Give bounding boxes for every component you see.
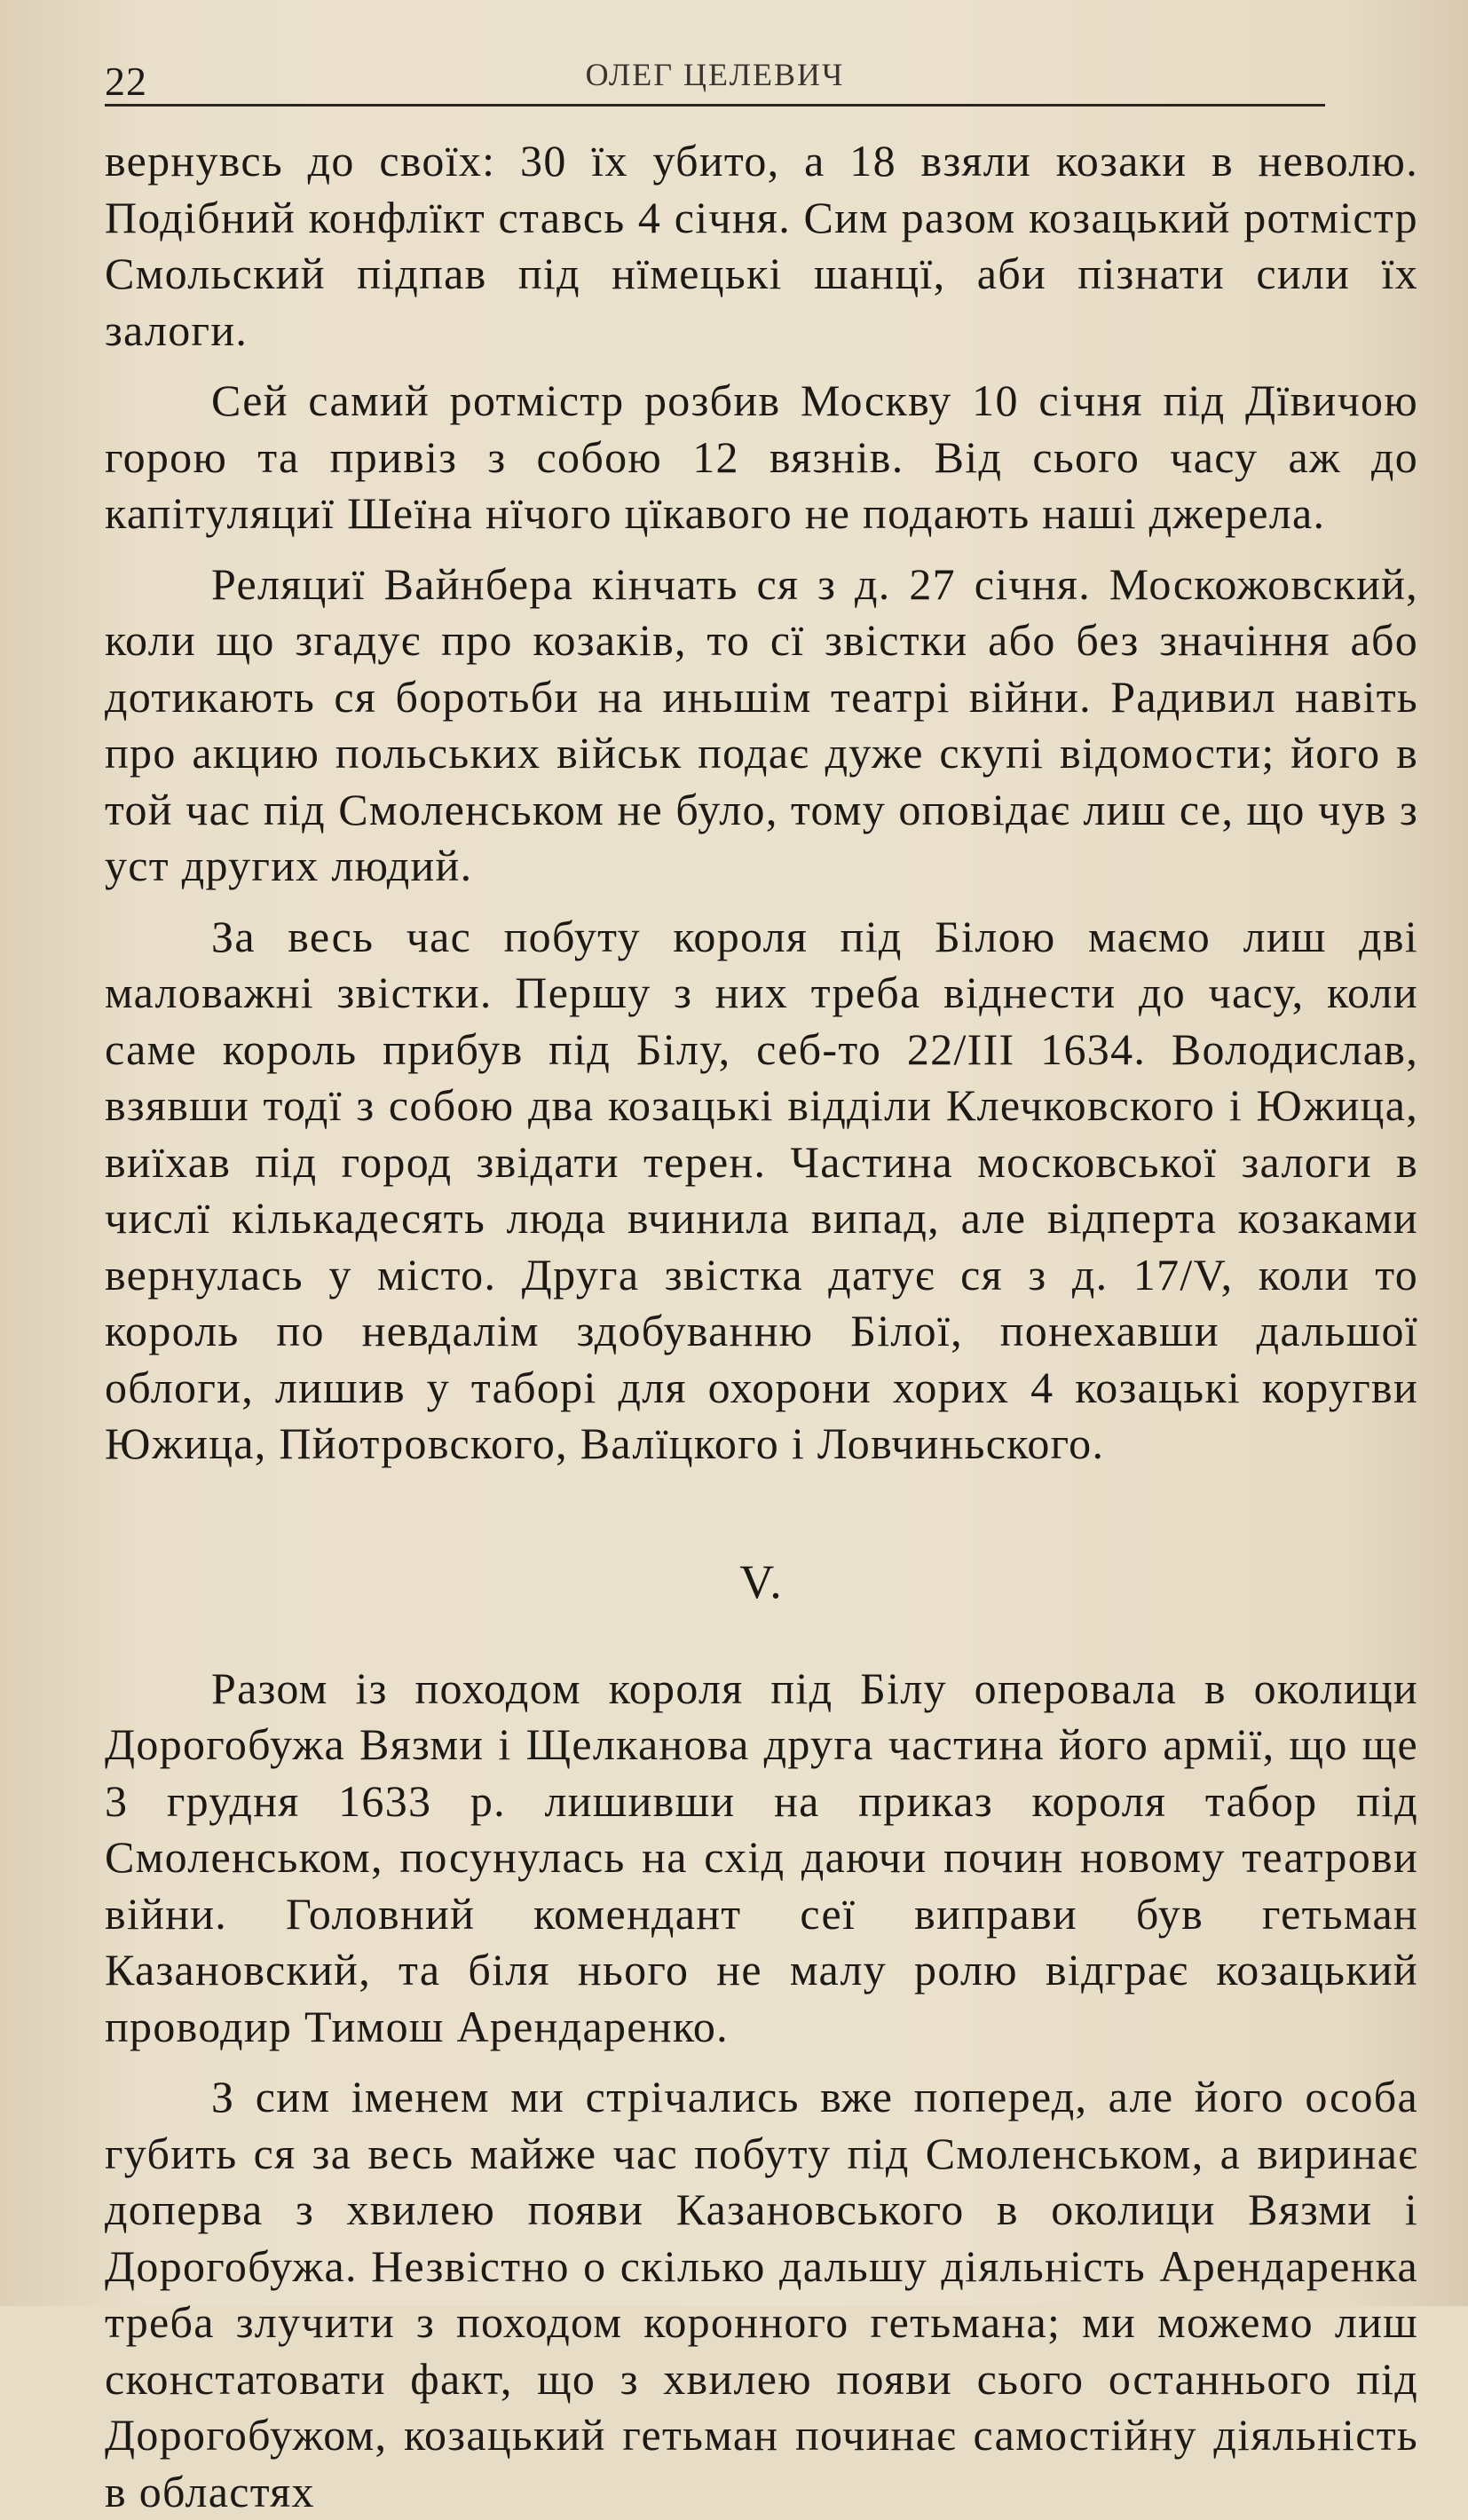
running-head: [105, 49, 1325, 107]
paragraph: Реляциї Вайнбера кінчать ся з д. 27 січня. Москожовский, коли що згадує про козаків, то сї звістки або без значіння або дотикають ся боротьби на иньшім театрі війни. Радивил навіть про акцию польських військ подає дуже скупі відомости; його в той час під Смоленськом не було, тому оповідає лиш се, що чув з уст других людий.: [105, 558, 1418, 890]
page-number: 22: [105, 59, 147, 104]
body-text: [105, 133, 1418, 2520]
paragraph: вернувсь до своїх: 30 їх убито, а 18 взяли козаки в неволю. Подібний конфлїкт ставсь 4 січня. Сим разом козацький ротмістр Смольский підпав під нїмецькі шанцї, аби пізнати сили їх залоги.: [105, 136, 1418, 355]
paragraph: Сей самий ротмістр розбив Москву 10 січня під Дївичою горою та привіз з собою 12 вязнів. Від сього часу аж до капітуляциї Шеїна нїчого цїкавого не подають наші джерела.: [105, 375, 1418, 538]
section-number: V.: [739, 1554, 784, 1608]
paragraph: З сим іменем ми стрічались вже поперед, але його особа губить ся за весь майже час побуту під Смоленськом, а виринає доперва з хвилею появи Казановського в околици Вязми і Дорогобужа. Незвістно о скілько дальшу діяльність Арендаренка треба злучити з походом коронного гетьмана; ми можемо лиш сконстатовати факт, що з хвилею появи сього останнього під Дорогобужом, козацький гетьман починає самостійну діяльність в областях: [105, 2072, 1418, 2516]
running-title: ОЛЕГ ЦЕЛЕВИЧ: [585, 57, 845, 92]
paragraph: Разом із походом короля під Білу оперовала в околици Дорогобужа Вязми і Щелканова друга частина його армії, що ще 3 грудня 1633 р. лишивши на приказ короля табор під Смоленськом, посунулась на схід даючи почин новому театрови війни. Головний комендант сеї виправи був гетьман Казановский, та біля нього не малу ролю відграє козацький проводир Тимош Арендаренко.: [105, 1663, 1418, 2051]
paragraph: За весь час побуту короля під Білою маємо лиш дві маловажні звістки. Першу з них треба віднести до часу, коли саме король прибув під Білу, себ-то 22/III 1634. Володислав, взявши тодї з собою два козацькі відділи Клечковского і Южица, виїхав під город звідати терен. Частина московської залоги в числї кількадесять люда вчинила випад, але відперта козаками вернулась у місто. Друга звістка датує ся з д. 17/V, коли то король по невдалім здобуванню Білої, понехавши дальшої облоги, лишив у таборі для охорони хорих 4 козацькі коругви Южица, Пйотровского, Валїцкого і Ловчиньского.: [105, 911, 1418, 1468]
